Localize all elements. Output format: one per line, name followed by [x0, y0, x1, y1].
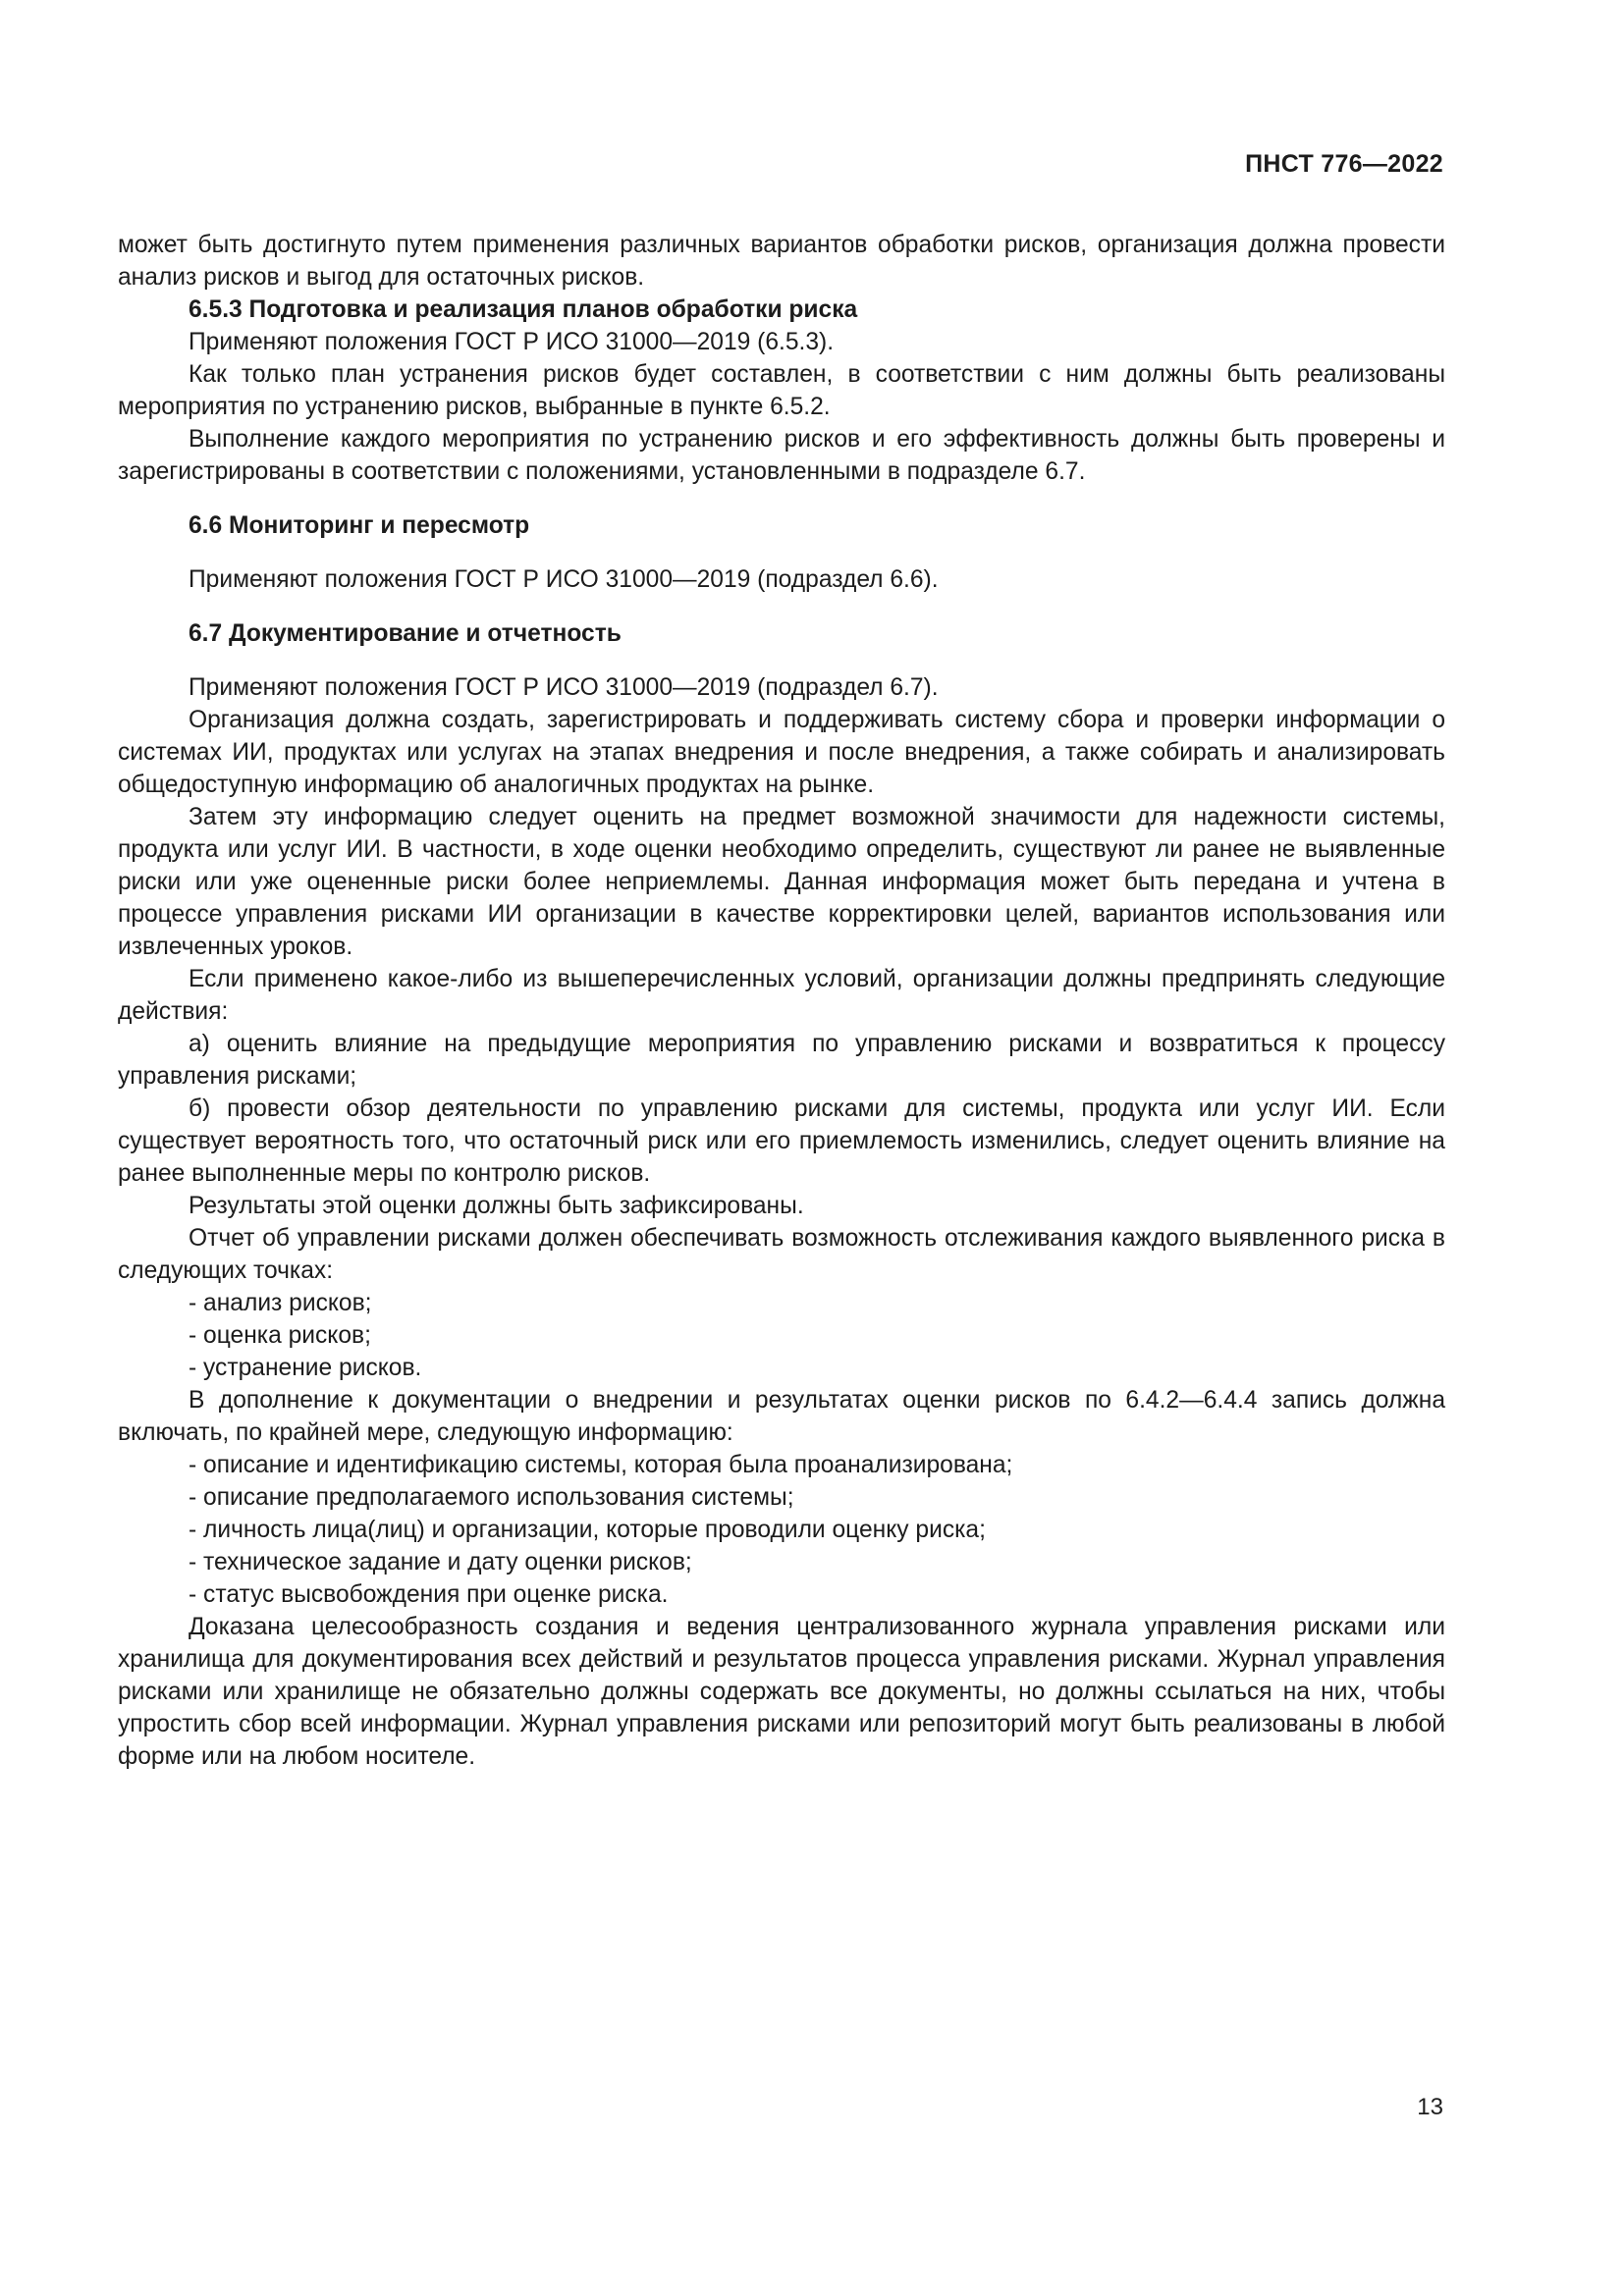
- tracking-points-list: [118, 1287, 1445, 1384]
- paragraph: Организация должна создать, зарегистрировать и поддерживать систему сбора и проверки информации о системах ИИ, продуктах или услугах на этапах внедрения и после внедрения, а также собирать и анализировать общедоступную информацию об аналогичных продуктах на рынке.: [118, 707, 1445, 798]
- paragraph: Затем эту информацию следует оценить на предмет возможной значимости для надежности системы, продукта или услуг ИИ. В частности, в ходе оценки необходимо определить, существуют ли ранее не выявленные риски или уже оцененные риски более неприемлемы. Данная информация может быть передана и учтена в процессе управления рисками ИИ организации в качестве корректировки целей, вариантов использования или извлеченных уроков.: [118, 804, 1445, 960]
- document-code-header: ПНСТ 776—2022: [1245, 150, 1443, 178]
- section-heading-6-7: 6.7 Документирование и отчетность: [189, 620, 622, 647]
- paragraph: В дополнение к документации о внедрении и результатах оценки рисков по 6.4.2—6.4.4 запись должна включать, по крайней мере, следующую информацию:: [118, 1387, 1445, 1446]
- record-information-list: [118, 1449, 1445, 1611]
- list-item: - статус высвобождения при оценке риска.: [118, 1578, 1445, 1611]
- paragraph: Применяют положения ГОСТ Р ИСО 31000—2019 (6.5.3).: [189, 329, 835, 355]
- subsection-heading-6-5-3: 6.5.3 Подготовка и реализация планов обработки риска: [189, 296, 858, 323]
- page-number: 13: [1417, 2094, 1443, 2120]
- paragraph: Результаты этой оценки должны быть зафиксированы.: [189, 1193, 804, 1219]
- paragraph: Как только план устранения рисков будет составлен, в соответствии с ним должны быть реализованы мероприятия по устранению рисков, выбранные в пункте 6.5.2.: [118, 361, 1445, 420]
- list-item-a: а) оценить влияние на предыдущие мероприятия по управлению рисками и возвратиться к процессу управления рисками;: [118, 1031, 1445, 1090]
- paragraph: может быть достигнуто путем применения различных вариантов обработки рисков, организация должна провести анализ рисков и выгод для остаточных рисков.: [118, 232, 1445, 291]
- paragraph: Доказана целесообразность создания и ведения централизованного журнала управления рисками или хранилища для документирования всех действий и результатов процесса управления рисками. Журнал управления рисками или хранилище не обязательно должны содержать все документы, но должны ссылаться на них, чтобы упростить сбор всей информации. Журнал управления рисками или репозиторий могут быть реализованы в любой форме или на любом носителе.: [118, 1614, 1445, 1770]
- section-heading-6-6: 6.6 Мониторинг и пересмотр: [189, 512, 530, 539]
- paragraph: Выполнение каждого мероприятия по устранению рисков и его эффективность должны быть проверены и зарегистрированы в соответствии с положениями, установленными в подразделе 6.7.: [118, 426, 1445, 485]
- paragraph: Отчет об управлении рисками должен обеспечивать возможность отслеживания каждого выявленного риска в следующих точках:: [118, 1225, 1445, 1284]
- list-item: - техническое задание и дату оценки рисков;: [118, 1546, 1445, 1578]
- list-item: - анализ рисков;: [118, 1287, 1445, 1319]
- paragraph: Применяют положения ГОСТ Р ИСО 31000—2019 (подраздел 6.7).: [189, 674, 939, 701]
- list-item: - описание и идентификацию системы, которая была проанализирована;: [118, 1449, 1445, 1481]
- list-item: - личность лица(лиц) и организации, которые проводили оценку риска;: [118, 1514, 1445, 1546]
- paragraph: Если применено какое-либо из вышеперечисленных условий, организации должны предпринять следующие действия:: [118, 966, 1445, 1025]
- paragraph: Применяют положения ГОСТ Р ИСО 31000—2019 (подраздел 6.6).: [189, 566, 939, 593]
- document-body: [118, 229, 1445, 1773]
- list-item: - оценка рисков;: [118, 1319, 1445, 1352]
- list-item-b: б) провести обзор деятельности по управлению рисками для системы, продукта или услуг ИИ. Если существует вероятность того, что остаточный риск или его приемлемость изменились, следует оценить влияние на ранее выполненные меры по контролю рисков.: [118, 1095, 1445, 1187]
- list-item: - описание предполагаемого использования системы;: [118, 1481, 1445, 1514]
- list-item: - устранение рисков.: [118, 1352, 1445, 1384]
